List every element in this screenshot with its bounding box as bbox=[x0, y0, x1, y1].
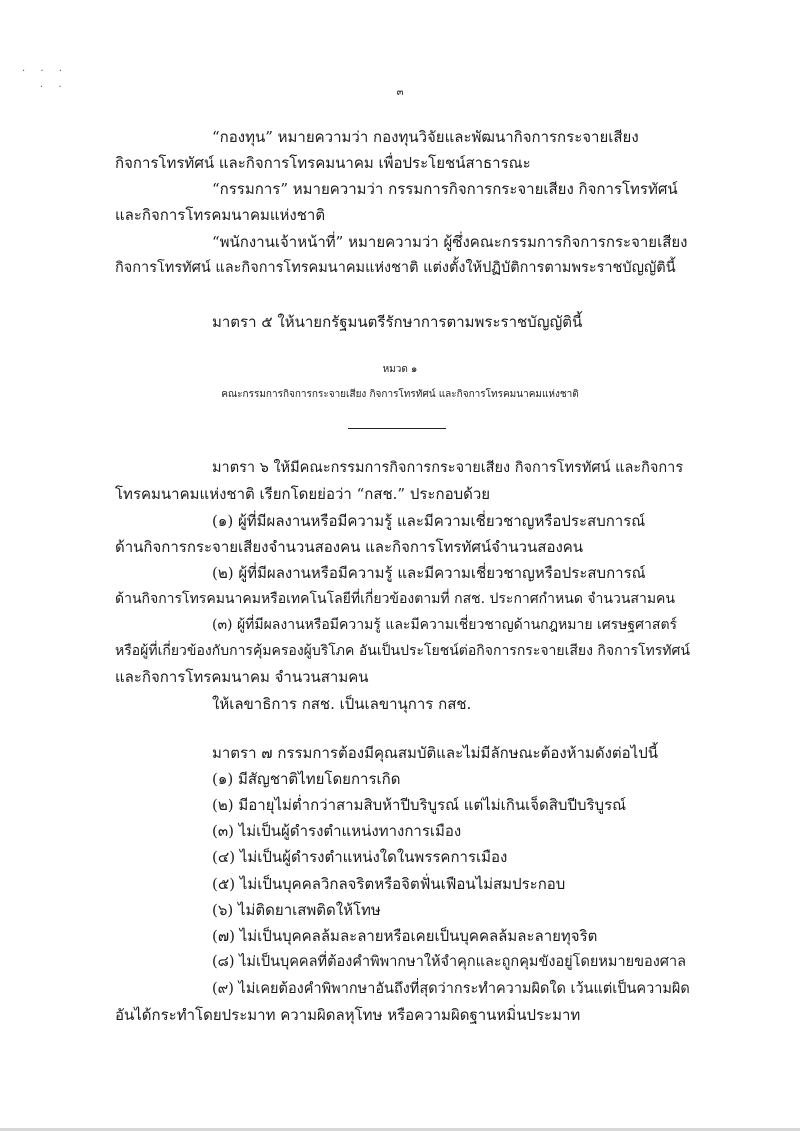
scan-speckle-mark: · · bbox=[40, 82, 68, 93]
definition-fund-line2: กิจการโทรทัศน์ และกิจการโทรคมนาคม เพื่อประโยชน์สาธารณะ bbox=[115, 154, 531, 172]
section-7-item: (๗) ไม่เป็นบุคคลล้มละลายหรือเคยเป็นบุคคลล้มละลายทุจริต bbox=[212, 927, 598, 945]
section-6-line1: มาตรา ๖ ให้มีคณะกรรมการกิจการกระจายเสียง กิจการโทรทัศน์ และกิจการ bbox=[212, 460, 684, 476]
section-7-item: (๕) ไม่เป็นบุคคลวิกลจริตหรือจิตฟั่นเฟือนไม่สมประกอบ bbox=[212, 875, 566, 893]
section-6-item1-line1: (๑) ผู้ที่มีผลงานหรือมีความรู้ และมีความเชี่ยวชาญหรือประสบการณ์ bbox=[212, 512, 646, 530]
section-6-line2: โทรคมนาคมแห่งชาติ เรียกโดยย่อว่า “กสช.” ประกอบด้วย bbox=[115, 485, 491, 503]
section-7-item: (๔) ไม่เป็นผู้ดำรงตำแหน่งใดในพรรคการเมือง bbox=[212, 848, 508, 866]
section-7-item: (๖) ไม่ติดยาเสพติดให้โทษ bbox=[212, 901, 381, 919]
page-number: ๓ bbox=[396, 87, 404, 98]
section-6-item3-line2: หรือผู้ที่เกี่ยวข้องกับการคุ้มครองผู้บริโภค อันเป็นประโยชน์ต่อกิจการกระจายเสียง กิจการโทรทัศน์ bbox=[115, 643, 690, 659]
section-7-item: (๒) มีอายุไม่ต่ำกว่าสามสิบห้าปีบริบูรณ์ แต่ไม่เกินเจ็ดสิบปีบริบูรณ์ bbox=[212, 796, 627, 814]
section-7-item: (๙) ไม่เคยต้องคำพิพากษาอันถึงที่สุดว่ากระทำความผิดใด เว้นแต่เป็นความผิด bbox=[212, 981, 690, 997]
definition-officer-line1: “พนักงานเจ้าหน้าที่” หมายความว่า ผู้ซึ่งคณะกรรมการกิจการกระจายเสียง bbox=[212, 233, 688, 251]
section-7-item: (๓) ไม่เป็นผู้ดำรงตำแหน่งทางการเมือง bbox=[212, 822, 462, 840]
chapter-title: คณะกรรมการกิจการกระจายเสียง กิจการโทรทัศน์ และกิจการโทรคมนาคมแห่งชาติ bbox=[221, 389, 579, 400]
section-6-item2-line1: (๒) ผู้ที่มีผลงานหรือมีความรู้ และมีความเชี่ยวชาญหรือประสบการณ์ bbox=[212, 564, 646, 582]
definition-fund-line1: “กองทุน” หมายความว่า กองทุนวิจัยและพัฒนากิจการกระจายเสียง bbox=[212, 128, 639, 146]
section-6-secretary: ให้เลขาธิการ กสช. เป็นเลขานุการ กสช. bbox=[212, 695, 472, 713]
section-6-item2-line2: ด้านกิจการโทรคมนาคมหรือเทคโนโลยีที่เกี่ยวข้องตามที่ กสช. ประกาศกำหนด จำนวนสามคน bbox=[115, 591, 675, 607]
definition-member-line2: และกิจการโทรคมนาคมแห่งชาติ bbox=[115, 206, 326, 224]
scan-speckle-mark: · · · bbox=[22, 66, 68, 77]
chapter-divider bbox=[348, 428, 446, 429]
section-6-item3-line3: และกิจการโทรคมนาคม จำนวนสามคน bbox=[115, 668, 369, 686]
section-7-intro: มาตรา ๗ กรรมการต้องมีคุณสมบัติและไม่มีลักษณะต้องห้ามดังต่อไปนี้ bbox=[212, 744, 658, 762]
section-6-item3-line1: (๓) ผู้ที่มีผลงานหรือมีความรู้ และมีความเชี่ยวชาญด้านกฎหมาย เศรษฐศาสตร์ bbox=[212, 617, 678, 633]
definition-officer-line2: กิจการโทรทัศน์ และกิจการโทรคมนาคมแห่งชาติ แต่งตั้งให้ปฏิบัติการตามพระราชบัญญัตินี้ bbox=[115, 260, 676, 276]
section-5: มาตรา ๕ ให้นายกรัฐมนตรีรักษาการตามพระราชบัญญัตินี้ bbox=[212, 313, 583, 331]
section-6-item1-line2: ด้านกิจการกระจายเสียงจำนวนสองคน และกิจการโทรทัศน์จำนวนสองคน bbox=[115, 538, 584, 556]
section-7-item: (๑) มีสัญชาติไทยโดยการเกิด bbox=[212, 770, 401, 788]
definition-member-line1: “กรรมการ” หมายความว่า กรรมการกิจการกระจายเสียง กิจการโทรทัศน์ bbox=[212, 180, 678, 198]
section-7-item9-continued: อันได้กระทำโดยประมาท ความผิดลหุโทษ หรือความผิดฐานหมิ่นประมาท bbox=[115, 1006, 581, 1024]
section-7-item: (๘) ไม่เป็นบุคคลที่ต้องคำพิพากษาให้จำคุกและถูกคุมขังอยู่โดยหมายของศาล bbox=[212, 954, 687, 970]
chapter-number: หมวด ๑ bbox=[382, 364, 418, 375]
